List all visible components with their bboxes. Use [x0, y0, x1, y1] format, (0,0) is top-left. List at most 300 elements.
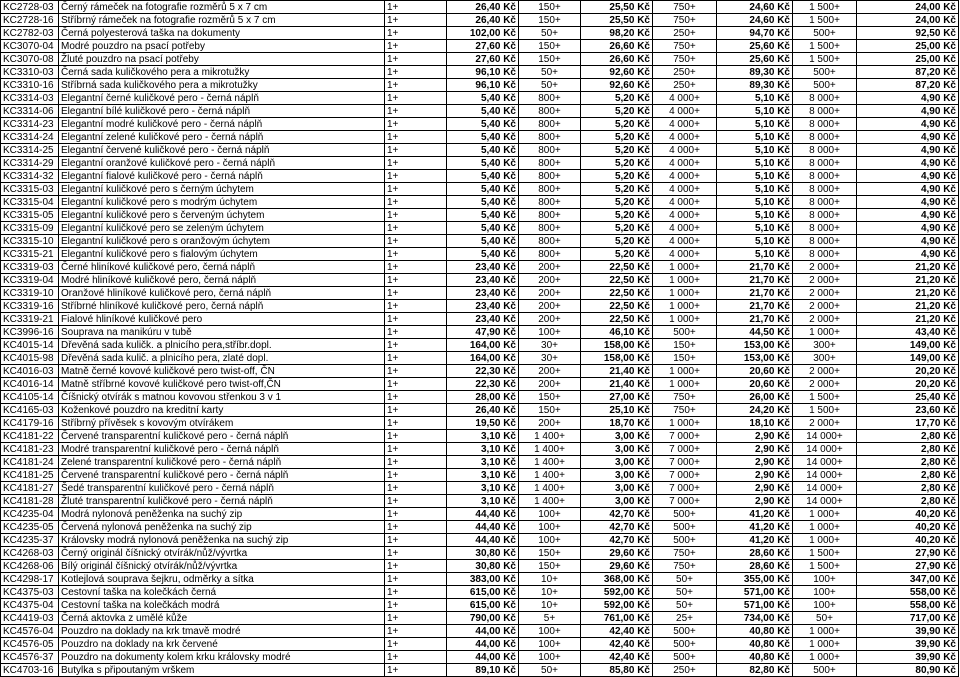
table-row	[1, 248, 959, 261]
product-code-cell: KC4235-04	[1, 508, 59, 521]
price-tier-3-cell: 5,10 Kč	[717, 235, 793, 248]
price-tier-4-cell: 25,00 Kč	[857, 53, 959, 66]
product-name-cell: Stříbrné hliníkové kuličkové pero, černá náplň	[59, 300, 385, 313]
table-row	[1, 118, 959, 131]
table-row	[1, 144, 959, 157]
qty-tier-3-cell: 500+	[653, 508, 717, 521]
product-code-cell: KC3314-23	[1, 118, 59, 131]
qty-tier-3-cell: 1 000+	[653, 300, 717, 313]
price-tier-1-cell: 5,40 Kč	[447, 118, 519, 131]
qty-tier-3-cell: 750+	[653, 1, 717, 14]
qty-tier-1-cell: 1+	[385, 339, 447, 352]
price-tier-2-cell: 5,20 Kč	[581, 170, 653, 183]
qty-tier-4-cell: 500+	[793, 79, 857, 92]
price-tier-3-cell: 2,90 Kč	[717, 430, 793, 443]
product-name-cell: Elegantní bílé kuličkové pero - černá náplň	[59, 105, 385, 118]
price-tier-1-cell: 5,40 Kč	[447, 209, 519, 222]
price-tier-3-cell: 5,10 Kč	[717, 222, 793, 235]
price-tier-2-cell: 3,00 Kč	[581, 443, 653, 456]
product-name-cell: Pouzdro na dokumenty kolem krku královsky modré	[59, 651, 385, 664]
qty-tier-3-cell: 500+	[653, 625, 717, 638]
product-code-cell: KC4181-22	[1, 430, 59, 443]
price-tier-3-cell: 28,60 Kč	[717, 547, 793, 560]
qty-tier-1-cell: 1+	[385, 443, 447, 456]
qty-tier-1-cell: 1+	[385, 157, 447, 170]
qty-tier-3-cell: 4 000+	[653, 183, 717, 196]
price-tier-3-cell: 41,20 Kč	[717, 508, 793, 521]
price-tier-2-cell: 5,20 Kč	[581, 222, 653, 235]
price-tier-4-cell: 558,00 Kč	[857, 586, 959, 599]
product-name-cell: Modrá nylonová peněženka na suchý zip	[59, 508, 385, 521]
price-tier-1-cell: 26,40 Kč	[447, 14, 519, 27]
qty-tier-1-cell: 1+	[385, 456, 447, 469]
price-tier-1-cell: 3,10 Kč	[447, 430, 519, 443]
qty-tier-3-cell: 1 000+	[653, 287, 717, 300]
qty-tier-4-cell: 500+	[793, 664, 857, 677]
qty-tier-3-cell: 50+	[653, 573, 717, 586]
price-tier-4-cell: 39,90 Kč	[857, 651, 959, 664]
qty-tier-4-cell: 100+	[793, 586, 857, 599]
product-code-cell: KC4268-03	[1, 547, 59, 560]
table-row	[1, 79, 959, 92]
price-tier-4-cell: 149,00 Kč	[857, 352, 959, 365]
qty-tier-2-cell: 10+	[519, 599, 581, 612]
product-code-cell: KC4105-14	[1, 391, 59, 404]
price-tier-1-cell: 5,40 Kč	[447, 196, 519, 209]
qty-tier-4-cell: 8 000+	[793, 209, 857, 222]
qty-tier-4-cell: 14 000+	[793, 456, 857, 469]
price-tier-4-cell: 347,00 Kč	[857, 573, 959, 586]
qty-tier-2-cell: 150+	[519, 40, 581, 53]
price-tier-2-cell: 5,20 Kč	[581, 209, 653, 222]
price-tier-3-cell: 5,10 Kč	[717, 183, 793, 196]
table-row	[1, 1, 959, 14]
price-tier-3-cell: 2,90 Kč	[717, 495, 793, 508]
price-tier-1-cell: 3,10 Kč	[447, 482, 519, 495]
qty-tier-2-cell: 100+	[519, 625, 581, 638]
price-tier-1-cell: 23,40 Kč	[447, 274, 519, 287]
qty-tier-4-cell: 14 000+	[793, 443, 857, 456]
price-tier-1-cell: 5,40 Kč	[447, 105, 519, 118]
price-tier-2-cell: 42,70 Kč	[581, 534, 653, 547]
price-tier-2-cell: 5,20 Kč	[581, 235, 653, 248]
price-tier-1-cell: 26,40 Kč	[447, 1, 519, 14]
product-name-cell: Pouzdro na doklady na krk tmavě modré	[59, 625, 385, 638]
price-tier-4-cell: 4,90 Kč	[857, 183, 959, 196]
qty-tier-3-cell: 4 000+	[653, 248, 717, 261]
qty-tier-1-cell: 1+	[385, 469, 447, 482]
price-tier-3-cell: 153,00 Kč	[717, 339, 793, 352]
table-row	[1, 170, 959, 183]
qty-tier-3-cell: 250+	[653, 66, 717, 79]
table-row	[1, 547, 959, 560]
price-tier-1-cell: 44,00 Kč	[447, 625, 519, 638]
product-name-cell: Šedé transparentní kuličkové pero - černá náplň	[59, 482, 385, 495]
qty-tier-3-cell: 500+	[653, 521, 717, 534]
price-tier-1-cell: 5,40 Kč	[447, 170, 519, 183]
qty-tier-4-cell: 8 000+	[793, 157, 857, 170]
qty-tier-3-cell: 4 000+	[653, 105, 717, 118]
table-row	[1, 638, 959, 651]
product-code-cell: KC3310-16	[1, 79, 59, 92]
qty-tier-4-cell: 2 000+	[793, 417, 857, 430]
price-tier-4-cell: 2,80 Kč	[857, 495, 959, 508]
qty-tier-3-cell: 500+	[653, 651, 717, 664]
product-code-cell: KC4576-05	[1, 638, 59, 651]
price-tier-2-cell: 27,00 Kč	[581, 391, 653, 404]
price-tier-1-cell: 383,00 Kč	[447, 573, 519, 586]
qty-tier-1-cell: 1+	[385, 222, 447, 235]
product-name-cell: Černá polyesterová taška na dokumenty	[59, 27, 385, 40]
table-row	[1, 599, 959, 612]
qty-tier-2-cell: 150+	[519, 547, 581, 560]
price-tier-3-cell: 25,60 Kč	[717, 53, 793, 66]
qty-tier-1-cell: 1+	[385, 573, 447, 586]
price-tier-1-cell: 3,10 Kč	[447, 456, 519, 469]
price-tier-1-cell: 26,40 Kč	[447, 404, 519, 417]
product-name-cell: Souprava na manikúru v tubě	[59, 326, 385, 339]
product-name-cell: Červené transparentní kuličkové pero - černá náplň	[59, 469, 385, 482]
product-name-cell: Elegantní kuličkové pero s červeným úchytem	[59, 209, 385, 222]
price-tier-1-cell: 22,30 Kč	[447, 378, 519, 391]
table-row	[1, 664, 959, 677]
price-tier-4-cell: 40,20 Kč	[857, 508, 959, 521]
product-code-cell: KC4181-24	[1, 456, 59, 469]
price-tier-3-cell: 20,60 Kč	[717, 378, 793, 391]
qty-tier-3-cell: 1 000+	[653, 365, 717, 378]
qty-tier-4-cell: 1 000+	[793, 638, 857, 651]
price-tier-2-cell: 42,40 Kč	[581, 651, 653, 664]
qty-tier-1-cell: 1+	[385, 404, 447, 417]
price-tier-3-cell: 5,10 Kč	[717, 196, 793, 209]
qty-tier-3-cell: 250+	[653, 79, 717, 92]
qty-tier-4-cell: 500+	[793, 66, 857, 79]
price-tier-3-cell: 5,10 Kč	[717, 92, 793, 105]
qty-tier-1-cell: 1+	[385, 118, 447, 131]
price-tier-3-cell: 41,20 Kč	[717, 521, 793, 534]
product-code-cell: KC4015-14	[1, 339, 59, 352]
qty-tier-1-cell: 1+	[385, 664, 447, 677]
qty-tier-2-cell: 800+	[519, 196, 581, 209]
price-tier-4-cell: 4,90 Kč	[857, 209, 959, 222]
product-name-cell: Stříbrný přívěsek s kovovým otvírákem	[59, 417, 385, 430]
qty-tier-4-cell: 14 000+	[793, 430, 857, 443]
qty-tier-4-cell: 8 000+	[793, 196, 857, 209]
price-tier-4-cell: 39,90 Kč	[857, 638, 959, 651]
qty-tier-2-cell: 50+	[519, 66, 581, 79]
price-tier-4-cell: 4,90 Kč	[857, 118, 959, 131]
qty-tier-1-cell: 1+	[385, 274, 447, 287]
product-code-cell: KC3314-29	[1, 157, 59, 170]
product-name-cell: Černé hliníkové kuličkové pero, černá náplň	[59, 261, 385, 274]
qty-tier-2-cell: 10+	[519, 586, 581, 599]
qty-tier-1-cell: 1+	[385, 196, 447, 209]
qty-tier-1-cell: 1+	[385, 508, 447, 521]
price-tier-2-cell: 3,00 Kč	[581, 456, 653, 469]
price-tier-4-cell: 4,90 Kč	[857, 144, 959, 157]
price-tier-2-cell: 5,20 Kč	[581, 157, 653, 170]
price-tier-3-cell: 21,70 Kč	[717, 274, 793, 287]
qty-tier-3-cell: 4 000+	[653, 209, 717, 222]
product-code-cell: KC3314-32	[1, 170, 59, 183]
qty-tier-4-cell: 1 500+	[793, 404, 857, 417]
price-tier-2-cell: 5,20 Kč	[581, 105, 653, 118]
price-tier-2-cell: 22,50 Kč	[581, 261, 653, 274]
product-name-cell: Modré hliníkové kuličkové pero, černá náplň	[59, 274, 385, 287]
price-tier-2-cell: 592,00 Kč	[581, 586, 653, 599]
qty-tier-2-cell: 5+	[519, 612, 581, 625]
price-tier-4-cell: 87,20 Kč	[857, 79, 959, 92]
qty-tier-4-cell: 100+	[793, 573, 857, 586]
price-tier-2-cell: 3,00 Kč	[581, 469, 653, 482]
price-tier-3-cell: 5,10 Kč	[717, 105, 793, 118]
table-row	[1, 391, 959, 404]
price-tier-2-cell: 21,40 Kč	[581, 365, 653, 378]
qty-tier-1-cell: 1+	[385, 417, 447, 430]
qty-tier-4-cell: 2 000+	[793, 287, 857, 300]
qty-tier-4-cell: 8 000+	[793, 183, 857, 196]
qty-tier-1-cell: 1+	[385, 495, 447, 508]
product-name-cell: Elegantní kuličkové pero s černým úchytem	[59, 183, 385, 196]
price-tier-3-cell: 5,10 Kč	[717, 248, 793, 261]
qty-tier-1-cell: 1+	[385, 352, 447, 365]
price-tier-2-cell: 25,50 Kč	[581, 14, 653, 27]
qty-tier-2-cell: 100+	[519, 534, 581, 547]
qty-tier-2-cell: 150+	[519, 14, 581, 27]
price-tier-3-cell: 153,00 Kč	[717, 352, 793, 365]
product-code-cell: KC3315-21	[1, 248, 59, 261]
product-code-cell: KC3315-10	[1, 235, 59, 248]
product-name-cell: Koženkové pouzdro na kreditní karty	[59, 404, 385, 417]
table-row	[1, 586, 959, 599]
qty-tier-1-cell: 1+	[385, 638, 447, 651]
price-tier-3-cell: 5,10 Kč	[717, 170, 793, 183]
product-name-cell: Číšnický otvírák s matnou kovovou střenkou 3 v 1	[59, 391, 385, 404]
price-tier-2-cell: 42,40 Kč	[581, 625, 653, 638]
qty-tier-4-cell: 1 000+	[793, 625, 857, 638]
price-tier-3-cell: 571,00 Kč	[717, 599, 793, 612]
price-tier-1-cell: 3,10 Kč	[447, 469, 519, 482]
qty-tier-2-cell: 800+	[519, 118, 581, 131]
table-row	[1, 196, 959, 209]
qty-tier-1-cell: 1+	[385, 599, 447, 612]
price-tier-1-cell: 47,90 Kč	[447, 326, 519, 339]
qty-tier-2-cell: 200+	[519, 417, 581, 430]
price-tier-1-cell: 102,00 Kč	[447, 27, 519, 40]
price-tier-4-cell: 2,80 Kč	[857, 430, 959, 443]
table-row	[1, 339, 959, 352]
price-tier-4-cell: 24,00 Kč	[857, 1, 959, 14]
price-tier-1-cell: 3,10 Kč	[447, 443, 519, 456]
price-tier-3-cell: 89,30 Kč	[717, 79, 793, 92]
product-code-cell: KC4165-03	[1, 404, 59, 417]
price-tier-4-cell: 40,20 Kč	[857, 534, 959, 547]
qty-tier-3-cell: 50+	[653, 586, 717, 599]
price-tier-4-cell: 4,90 Kč	[857, 222, 959, 235]
qty-tier-2-cell: 1 400+	[519, 443, 581, 456]
product-name-cell: Černý rámeček na fotografie rozměrů 5 x 7 cm	[59, 1, 385, 14]
price-tier-4-cell: 21,20 Kč	[857, 261, 959, 274]
qty-tier-2-cell: 100+	[519, 651, 581, 664]
qty-tier-1-cell: 1+	[385, 313, 447, 326]
qty-tier-3-cell: 150+	[653, 352, 717, 365]
qty-tier-2-cell: 200+	[519, 261, 581, 274]
price-tier-2-cell: 26,60 Kč	[581, 53, 653, 66]
product-name-cell: Královsky modrá nylonová peněženka na suchý zip	[59, 534, 385, 547]
price-tier-1-cell: 96,10 Kč	[447, 66, 519, 79]
price-tier-3-cell: 40,80 Kč	[717, 638, 793, 651]
product-code-cell: KC2782-03	[1, 27, 59, 40]
qty-tier-3-cell: 750+	[653, 53, 717, 66]
qty-tier-2-cell: 200+	[519, 287, 581, 300]
qty-tier-1-cell: 1+	[385, 482, 447, 495]
product-code-cell: KC3319-21	[1, 313, 59, 326]
product-name-cell: Černá sada kuličkového pera a mikrotužky	[59, 66, 385, 79]
qty-tier-4-cell: 1 000+	[793, 521, 857, 534]
price-tier-1-cell: 615,00 Kč	[447, 586, 519, 599]
product-name-cell: Dřevěná sada kuličk. a plnicího pera,stříbr.dopl.	[59, 339, 385, 352]
product-code-cell: KC2728-03	[1, 1, 59, 14]
table-row	[1, 183, 959, 196]
product-name-cell: Elegantní oranžové kuličkové pero - černá náplň	[59, 157, 385, 170]
qty-tier-4-cell: 50+	[793, 612, 857, 625]
qty-tier-2-cell: 800+	[519, 248, 581, 261]
product-code-cell: KC3070-04	[1, 40, 59, 53]
price-tier-3-cell: 734,00 Kč	[717, 612, 793, 625]
table-row	[1, 27, 959, 40]
qty-tier-1-cell: 1+	[385, 79, 447, 92]
qty-tier-1-cell: 1+	[385, 170, 447, 183]
qty-tier-2-cell: 200+	[519, 274, 581, 287]
product-name-cell: Elegantní kuličkové pero s modrým úchytem	[59, 196, 385, 209]
table-row	[1, 521, 959, 534]
price-tier-1-cell: 44,40 Kč	[447, 508, 519, 521]
qty-tier-4-cell: 1 500+	[793, 391, 857, 404]
qty-tier-3-cell: 500+	[653, 326, 717, 339]
product-name-cell: Zelené transparentní kuličkové pero - černá náplň	[59, 456, 385, 469]
qty-tier-3-cell: 7 000+	[653, 456, 717, 469]
product-code-cell: KC3310-03	[1, 66, 59, 79]
price-tier-2-cell: 592,00 Kč	[581, 599, 653, 612]
price-tier-3-cell: 24,60 Kč	[717, 1, 793, 14]
qty-tier-2-cell: 800+	[519, 131, 581, 144]
product-code-cell: KC3314-24	[1, 131, 59, 144]
qty-tier-2-cell: 150+	[519, 391, 581, 404]
qty-tier-2-cell: 150+	[519, 404, 581, 417]
qty-tier-2-cell: 30+	[519, 339, 581, 352]
product-code-cell: KC3319-04	[1, 274, 59, 287]
product-code-cell: KC3996-16	[1, 326, 59, 339]
qty-tier-2-cell: 10+	[519, 573, 581, 586]
price-tier-4-cell: 20,20 Kč	[857, 365, 959, 378]
product-code-cell: KC4268-06	[1, 560, 59, 573]
qty-tier-2-cell: 800+	[519, 144, 581, 157]
qty-tier-1-cell: 1+	[385, 209, 447, 222]
qty-tier-2-cell: 50+	[519, 664, 581, 677]
qty-tier-1-cell: 1+	[385, 586, 447, 599]
product-code-cell: KC3315-03	[1, 183, 59, 196]
qty-tier-1-cell: 1+	[385, 560, 447, 573]
product-name-cell: Cestovní taška na kolečkách černá	[59, 586, 385, 599]
product-code-cell: KC4375-04	[1, 599, 59, 612]
qty-tier-2-cell: 800+	[519, 170, 581, 183]
price-tier-1-cell: 5,40 Kč	[447, 235, 519, 248]
price-tier-4-cell: 40,20 Kč	[857, 521, 959, 534]
price-tier-1-cell: 5,40 Kč	[447, 92, 519, 105]
qty-tier-3-cell: 4 000+	[653, 144, 717, 157]
price-tier-1-cell: 44,40 Kč	[447, 521, 519, 534]
qty-tier-4-cell: 1 000+	[793, 326, 857, 339]
price-tier-4-cell: 21,20 Kč	[857, 313, 959, 326]
qty-tier-2-cell: 30+	[519, 352, 581, 365]
table-row	[1, 40, 959, 53]
price-tier-2-cell: 158,00 Kč	[581, 339, 653, 352]
price-tier-4-cell: 558,00 Kč	[857, 599, 959, 612]
qty-tier-2-cell: 200+	[519, 300, 581, 313]
product-code-cell: KC3315-05	[1, 209, 59, 222]
qty-tier-4-cell: 14 000+	[793, 495, 857, 508]
product-code-cell: KC4703-16	[1, 664, 59, 677]
qty-tier-3-cell: 750+	[653, 40, 717, 53]
product-code-cell: KC4298-17	[1, 573, 59, 586]
qty-tier-4-cell: 500+	[793, 27, 857, 40]
table-row	[1, 456, 959, 469]
qty-tier-4-cell: 2 000+	[793, 274, 857, 287]
price-tier-3-cell: 21,70 Kč	[717, 300, 793, 313]
price-tier-3-cell: 94,70 Kč	[717, 27, 793, 40]
table-row	[1, 469, 959, 482]
qty-tier-1-cell: 1+	[385, 105, 447, 118]
price-tier-2-cell: 92,60 Kč	[581, 66, 653, 79]
qty-tier-4-cell: 8 000+	[793, 118, 857, 131]
price-tier-1-cell: 27,60 Kč	[447, 53, 519, 66]
price-tier-1-cell: 19,50 Kč	[447, 417, 519, 430]
price-tier-1-cell: 44,00 Kč	[447, 651, 519, 664]
qty-tier-4-cell: 300+	[793, 352, 857, 365]
price-tier-4-cell: 2,80 Kč	[857, 443, 959, 456]
qty-tier-3-cell: 7 000+	[653, 495, 717, 508]
price-tier-3-cell: 41,20 Kč	[717, 534, 793, 547]
price-tier-2-cell: 5,20 Kč	[581, 183, 653, 196]
qty-tier-4-cell: 1 500+	[793, 14, 857, 27]
product-name-cell: Elegantní černé kuličkové pero - černá náplň	[59, 92, 385, 105]
qty-tier-3-cell: 150+	[653, 339, 717, 352]
price-tier-2-cell: 5,20 Kč	[581, 144, 653, 157]
product-code-cell: KC3319-16	[1, 300, 59, 313]
price-tier-2-cell: 29,60 Kč	[581, 547, 653, 560]
price-table-body	[1, 1, 959, 677]
price-tier-3-cell: 40,80 Kč	[717, 651, 793, 664]
table-row	[1, 560, 959, 573]
table-row	[1, 417, 959, 430]
table-row	[1, 157, 959, 170]
qty-tier-2-cell: 100+	[519, 326, 581, 339]
price-tier-4-cell: 21,20 Kč	[857, 274, 959, 287]
qty-tier-2-cell: 100+	[519, 521, 581, 534]
price-tier-4-cell: 25,40 Kč	[857, 391, 959, 404]
table-row	[1, 352, 959, 365]
table-row	[1, 209, 959, 222]
qty-tier-2-cell: 100+	[519, 508, 581, 521]
qty-tier-4-cell: 1 000+	[793, 651, 857, 664]
price-tier-3-cell: 2,90 Kč	[717, 456, 793, 469]
product-code-cell: KC4179-16	[1, 417, 59, 430]
price-tier-2-cell: 98,20 Kč	[581, 27, 653, 40]
product-name-cell: Cestovní taška na kolečkách modrá	[59, 599, 385, 612]
product-code-cell: KC4375-03	[1, 586, 59, 599]
price-tier-4-cell: 27,90 Kč	[857, 547, 959, 560]
table-row	[1, 612, 959, 625]
